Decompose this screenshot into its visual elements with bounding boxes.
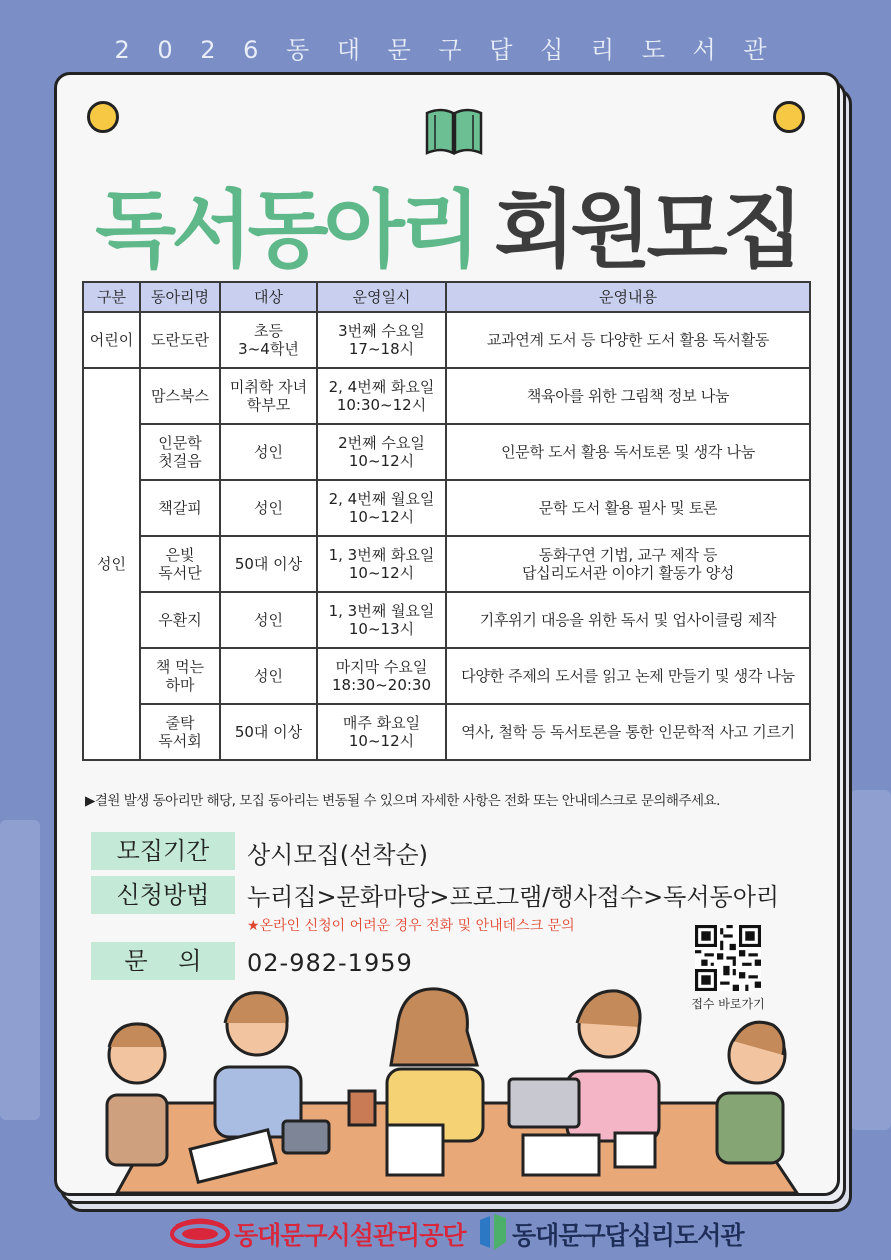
method-label: 신청방법 [91,876,235,914]
contact-label: 문 의 [91,942,235,980]
schedule-cell: 1, 3번째 화요일 10~12시 [317,536,446,592]
target-cell: 50대 이상 [220,536,317,592]
footer-org-facility-corp: 동대문구시설관리공단 [234,1221,466,1250]
club-name-cell: 맘스북스 [140,368,220,424]
pin-right-icon [773,101,805,133]
table-row [83,536,810,592]
table-row [83,312,810,368]
page-title [57,163,837,284]
reading-club-illustration [57,975,837,1193]
poster-card [54,72,840,1196]
club-name-cell: 우환지 [140,592,220,648]
header-target: 대상 [220,282,317,312]
header-content: 운영내용 [446,282,810,312]
club-name-cell: 도란도란 [140,312,220,368]
schedule-cell: 1, 3번째 월요일 10~13시 [317,592,446,648]
target-cell: 초등 3~4학년 [220,312,317,368]
facility-corp-logo [170,1212,230,1252]
club-name-cell: 책갈피 [140,480,220,536]
title-dark-part: 회원모집 [494,183,799,277]
content-cell: 다양한 주제의 도서를 읽고 논제 만들기 및 생각 나눔 [446,648,810,704]
target-cell: 성인 [220,424,317,480]
content-cell: 역사, 철학 등 독서토론을 통한 인문학적 사고 기르기 [446,704,810,760]
background-book-right [850,790,891,1130]
table-row [83,592,810,648]
content-cell: 동화구연 기법, 교구 제작 등 답십리도서관 이야기 활동가 양성 [446,536,810,592]
library-year-title: 2 0 2 6 동 대 문 구 답 십 리 도 서 관 [114,36,777,64]
content-cell: 문학 도서 활용 필사 및 토론 [446,480,810,536]
schedule-cell: 2번째 수요일 10~12시 [317,424,446,480]
club-name-cell: 인문학 첫걸음 [140,424,220,480]
target-cell: 50대 이상 [220,704,317,760]
period-value: 상시모집(선착순) [247,841,429,869]
header-category: 구분 [83,282,140,312]
table-row [83,480,810,536]
background-book-left [0,820,40,1120]
content-cell: 책육아를 위한 그림책 정보 나눔 [446,368,810,424]
online-notice: ★온라인 신청이 어려운 경우 전화 및 안내데스크 문의 [247,918,575,934]
target-cell: 성인 [220,648,317,704]
content-cell: 인문학 도서 활용 독서토론 및 생각 나눔 [446,424,810,480]
content-cell: 교과연계 도서 등 다양한 도서 활용 독서활동 [446,312,810,368]
qr-label: 접수 바로가기 [691,997,765,1011]
target-cell: 성인 [220,480,317,536]
table-row [83,648,810,704]
recruitment-note: ▶결원 발생 동아리만 해당, 모집 동아리는 변동될 수 있으며 자세한 사항은 전화 또는 안내데스크로 문의해주세요. [85,793,720,809]
category-cell: 어린이 [83,312,140,368]
target-cell: 성인 [220,592,317,648]
club-name-cell: 은빛 독서단 [140,536,220,592]
content-cell: 기후위기 대응을 위한 독서 및 업사이클링 제작 [446,592,810,648]
schedule-cell: 2, 4번째 월요일 10~12시 [317,480,446,536]
schedule-cell: 매주 화요일 10~12시 [317,704,446,760]
table-row [83,368,810,424]
header-schedule: 운영일시 [317,282,446,312]
footer-org-library: 동대문구답십리도서관 [512,1221,744,1250]
target-cell: 미취학 자녀 학부모 [220,368,317,424]
table-header-row [83,282,810,312]
club-name-cell: 줄탁 독서회 [140,704,220,760]
schedule-cell: 2, 4번째 화요일 10:30~12시 [317,368,446,424]
header-club-name: 동아리명 [140,282,220,312]
contact-phone: 02-982-1959 [247,949,413,977]
table-row [83,704,810,760]
pin-left-icon [87,101,119,133]
table-row [83,424,810,480]
schedule-cell: 마지막 수요일 18:30~20:30 [317,648,446,704]
club-table [82,281,811,761]
open-book-icon [423,105,485,157]
method-value: 누리집>문화마당>프로그램/행사접수>독서동아리 [247,883,780,911]
category-cell: 성인 [83,368,140,760]
title-green-part: 독서동아리 [95,183,476,277]
period-label: 모집기간 [91,832,235,870]
schedule-cell: 3번째 수요일 17~18시 [317,312,446,368]
club-name-cell: 책 먹는 하마 [140,648,220,704]
library-logo [478,1212,510,1252]
